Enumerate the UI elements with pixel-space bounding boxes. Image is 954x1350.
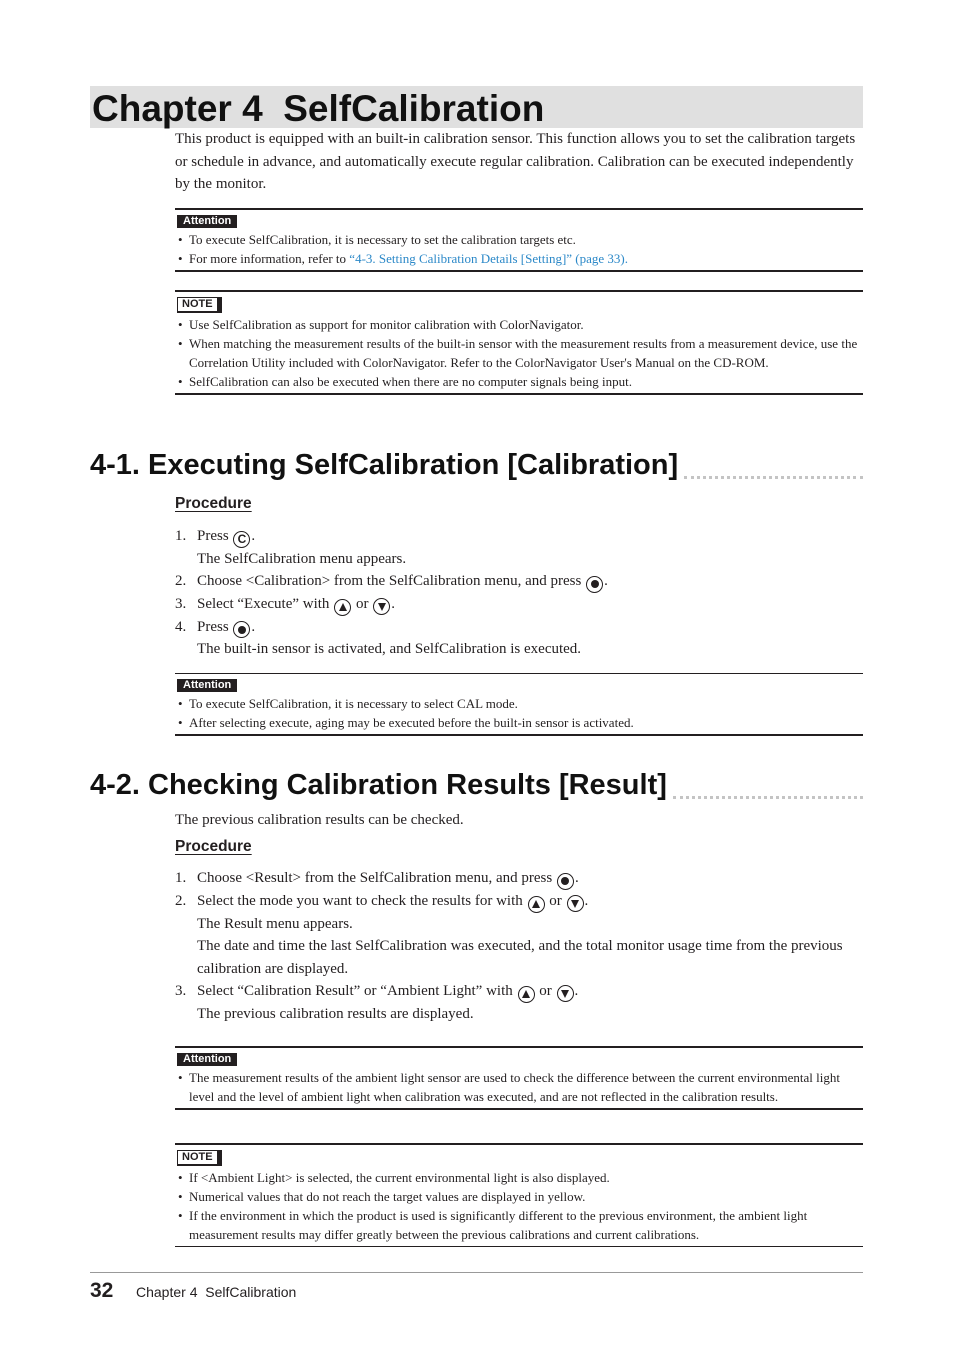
list-item: • The measurement results of the ambient light sensor are used to check the difference between the current environmental light level and the level of ambient light when calibration was executed, and are not reflected in the calibration results. [175, 1068, 863, 1106]
step-3-result: The previous calibration results are displayed. [197, 1006, 474, 1022]
step-2-result: The Result menu appears. [197, 915, 353, 932]
section-heading-4-1 [90, 446, 863, 482]
list-item: • To execute SelfCalibration, it is necessary to select CAL mode. [175, 694, 863, 713]
section-title: 4-2. Checking Calibration Results [Result] [90, 769, 667, 801]
step-3: 3. Select “Calibration Result” or “Ambient Light” with or . [175, 980, 865, 1003]
step-1-result: The SelfCalibration menu appears. [197, 550, 407, 567]
procedure-heading: Procedure [175, 495, 252, 512]
chapter-intro: This product is equipped with an built-in calibration sensor. This function allows you to set the calibration targets or schedule in advance, and automatically execute regular calibration. Calibration can be executed independently by the monitor. [175, 131, 856, 192]
attention-box-1 [175, 208, 863, 272]
attention-box-2 [175, 673, 863, 736]
footer-rule [90, 1272, 863, 1273]
down-button-icon [567, 895, 584, 912]
dotted-rule [684, 476, 863, 479]
note-label: NOTE [177, 1150, 222, 1166]
step-1: 1. Choose <Result> from the SelfCalibration menu, and press . [175, 867, 865, 890]
up-button-icon [334, 599, 351, 616]
note-box-2 [175, 1143, 863, 1247]
enter-button-icon [557, 873, 574, 890]
list-item: • Use SelfCalibration as support for monitor calibration with ColorNavigator. [175, 315, 863, 334]
chapter-title: Chapter 4 SelfCalibration [92, 88, 545, 129]
step-1: 1. Press C . [175, 528, 256, 546]
attention-box-3 [175, 1046, 863, 1110]
list-item: • If the environment in which the product is used is significantly different to the previous environment, the ambient light measurement results may differ greatly between the previous calibrations and current calibrations. [175, 1206, 863, 1244]
list-item: • To execute SelfCalibration, it is necessary to set the calibration targets etc. [175, 230, 863, 249]
procedure-steps-4-1 [175, 525, 865, 661]
footer-chapter: Chapter 4 SelfCalibration [136, 1284, 297, 1300]
section-heading-4-2 [90, 766, 863, 802]
list-item: • SelfCalibration can also be executed when there are no computer signals being input. [175, 372, 863, 391]
step-3: 3. Select “Execute” with or . [175, 593, 865, 616]
up-button-icon [518, 986, 535, 1003]
enter-button-icon [233, 621, 250, 638]
step-2: 2. Select the mode you want to check the results for with or . [175, 890, 865, 913]
page-number: 32 [90, 1279, 114, 1302]
dotted-rule [673, 796, 863, 799]
c-button-icon: C [233, 531, 250, 548]
up-button-icon [528, 896, 545, 913]
step-2-detail: The date and time the last SelfCalibration was executed, and the total monitor usage time from the previous calibration are displayed. [197, 938, 843, 977]
setting-details-link[interactable]: “4-3. Setting Calibration Details [Setting]” (page 33). [349, 251, 629, 266]
down-button-icon [557, 985, 574, 1002]
attention-label: Attention [177, 679, 237, 692]
list-item: • If <Ambient Light> is selected, the current environmental light is also displayed. [175, 1168, 863, 1187]
list-item: • For more information, refer to “4-3. Setting Calibration Details [Setting]” (page 33). [175, 249, 863, 268]
attention-label: Attention [177, 1053, 237, 1066]
procedure-steps-4-2 [175, 867, 865, 1026]
step-4: 4. Press . [175, 616, 865, 639]
section-title: 4-1. Executing SelfCalibration [Calibration] [90, 449, 679, 481]
list-item: • When matching the measurement results of the built-in sensor with the measurement results from a measurement device, use the Correlation Utility included with ColorNavigator. Refer to the ColorNavigator User's Manual on the CD-ROM. [175, 334, 863, 372]
procedure-heading: Procedure [175, 838, 252, 855]
list-item: • After selecting execute, aging may be executed before the built-in sensor is activated. [175, 713, 863, 732]
note-box-1 [175, 290, 863, 395]
attention-label: Attention [177, 215, 237, 228]
list-item: • Numerical values that do not reach the target values are displayed in yellow. [175, 1187, 863, 1206]
note-label: NOTE [177, 297, 222, 313]
step-2: 2. Choose <Calibration> from the SelfCalibration menu, and press . [175, 570, 865, 593]
section-intro: The previous calibration results can be checked. [175, 812, 464, 828]
down-button-icon [373, 598, 390, 615]
step-4-result: The built-in sensor is activated, and SelfCalibration is executed. [197, 641, 582, 658]
enter-button-icon [586, 576, 603, 593]
